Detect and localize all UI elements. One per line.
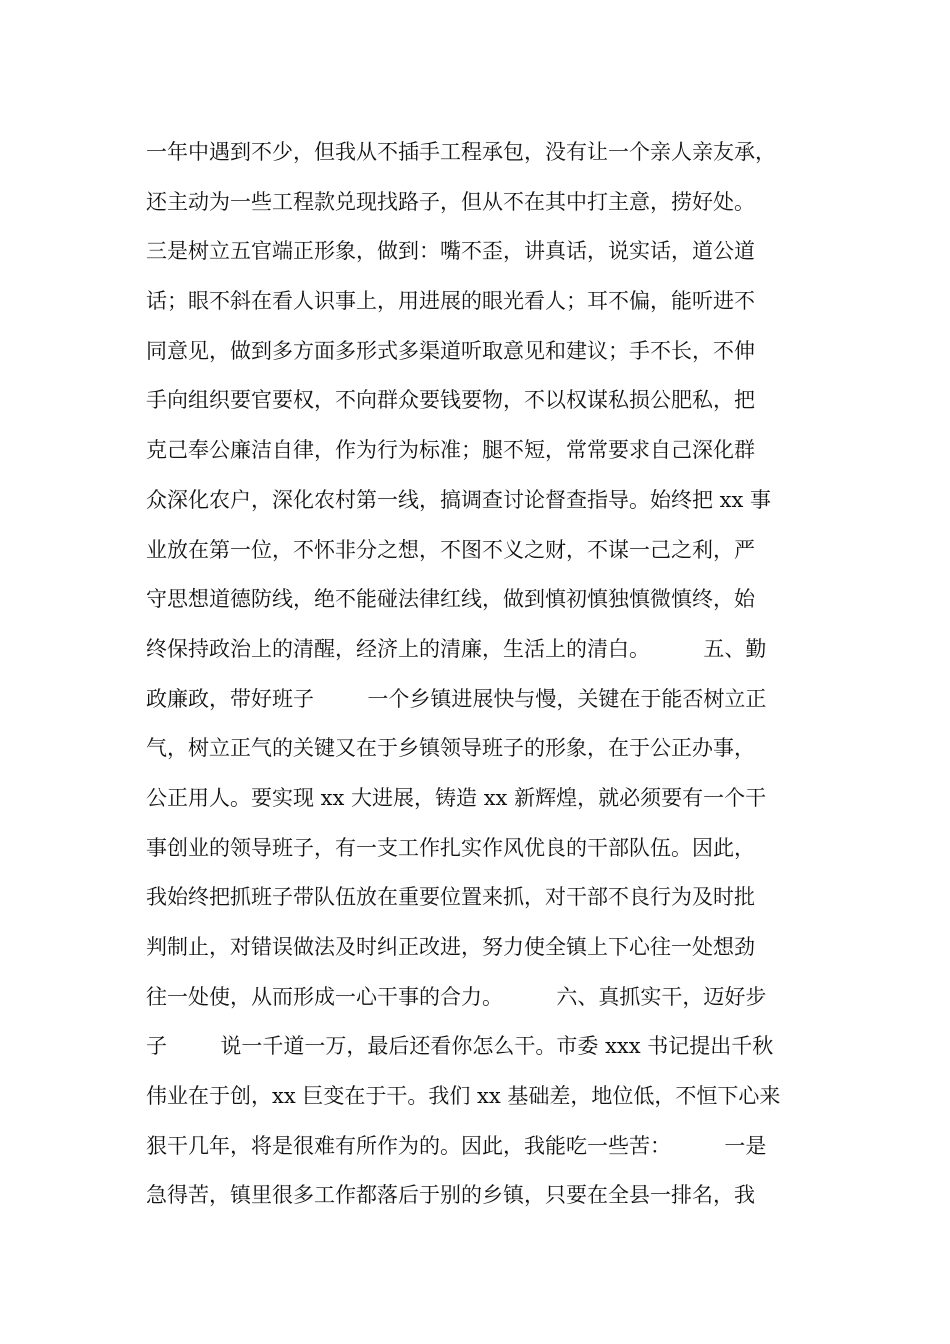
text-line: 气，树立正气的关键又在于乡镇领导班子的形象，在于公正办事，: [146, 736, 755, 761]
text-line: 终保持政治上的清醒，经济上的清廉，生活上的清白。 五、勤: [146, 636, 767, 661]
text-line: 还主动为一些工程款兑现找路子，但从不在其中打主意，捞好处。: [146, 189, 755, 214]
text-line: 众深化农户，深化农村第一线，搞调查讨论督查指导。始终把 xx 事: [146, 487, 772, 512]
text-line: 话；眼不斜在看人识事上，用进展的眼光看人；耳不偏，能听进不: [146, 289, 755, 314]
text-line: 手向组织要官要权，不向群众要钱要物，不以权谋私损公肥私，把: [146, 388, 755, 413]
body-text: [146, 128, 816, 1221]
text-line: 克己奉公廉洁自律，作为行为标准；腿不短，常常要求自己深化群: [146, 438, 755, 463]
text-line: 子 说一千道一万，最后还看你怎么干。市委 xxx 书记提出千秋: [146, 1034, 774, 1059]
text-line: 伟业在于创，xx 巨变在于干。我们 xx 基础差，地位低，不恒下心来: [146, 1084, 781, 1109]
text-line: 一年中遇到不少，但我从不插手工程承包，没有让一个亲人亲友承，: [146, 140, 776, 164]
text-line: 事创业的领导班子，有一支工作扎实作风优良的干部队伍。因此，: [146, 835, 755, 860]
text-line: 业放在第一位，不怀非分之想，不图不义之财，不谋一己之利，严: [146, 537, 755, 562]
text-line: 同意见，做到多方面多形式多渠道听取意见和建议；手不长，不伸: [146, 338, 755, 363]
text-line: 我始终把抓班子带队伍放在重要位置来抓，对干部不良行为及时批: [146, 885, 755, 910]
text-line: 往一处使，从而形成一心干事的合力。 六、真抓实干，迈好步: [146, 984, 767, 1009]
text-line: 急得苦，镇里很多工作都落后于别的乡镇，只要在全县一排名，我: [146, 1183, 755, 1208]
text-line: 守思想道德防线，绝不能碰法律红线，做到慎初慎独慎微慎终，始: [146, 587, 755, 612]
text-line: 政廉政，带好班子 一个乡镇进展快与慢，关键在于能否树立正: [146, 686, 767, 711]
text-line: 三是树立五官端正形象，做到：嘴不歪，讲真话，说实话，道公道: [146, 239, 755, 264]
text-line: 公正用人。要实现 xx 大进展，铸造 xx 新辉煌，就必须要有一个干: [146, 785, 767, 810]
text-line: 狠干几年，将是很难有所作为的。因此，我能吃一些苦： 一是: [146, 1133, 767, 1158]
text-line: 判制止，对错误做法及时纠正改进，努力使全镇上下心往一处想劲: [146, 935, 755, 959]
